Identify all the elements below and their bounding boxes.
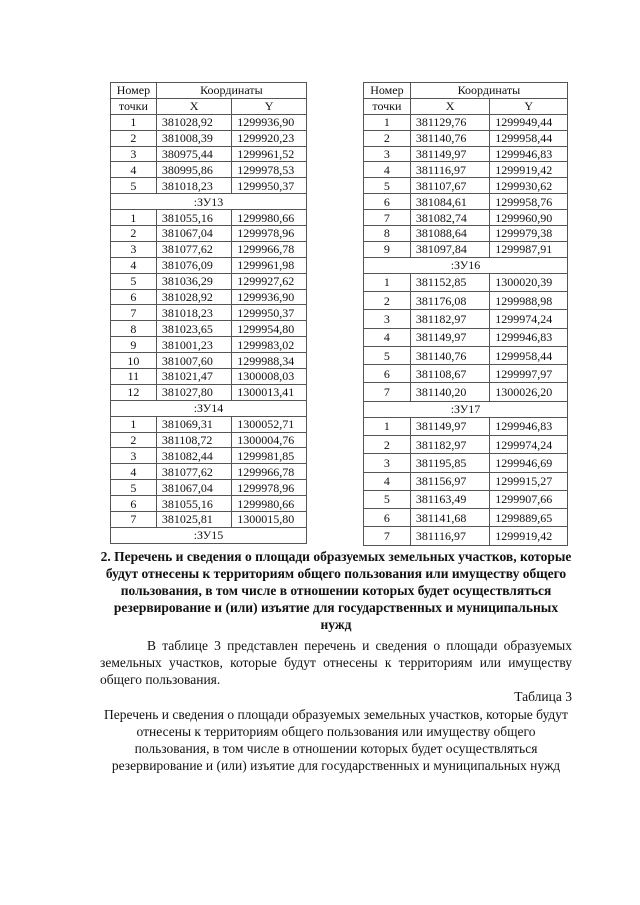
- y-coordinate: 1299915,27: [490, 472, 568, 490]
- table-row: [111, 496, 307, 512]
- x-coordinate: 381028,92: [156, 289, 231, 305]
- table-row: [364, 162, 568, 178]
- y-coordinate: 1299961,52: [232, 146, 307, 162]
- y-coordinate: 1300015,80: [232, 512, 307, 528]
- table-row: [111, 273, 307, 289]
- y-coordinate: 1299936,90: [232, 114, 307, 130]
- table-row: [111, 337, 307, 353]
- table-row: [364, 490, 568, 508]
- point-number: 4: [111, 464, 157, 480]
- x-coordinate: 381140,76: [410, 130, 489, 146]
- y-coordinate: 1299978,53: [232, 162, 307, 178]
- header-y: Y: [232, 98, 307, 114]
- section-heading: 2. Перечень и сведения о площади образуемых земельных участков, которые будут отнесены к территориям общего пользования или имуществу общего пользования, в том числе в отношении которых будет осуществляться резервирование и (или) изъятие для государственных и муниципальных нужд: [100, 549, 572, 632]
- header-point-line2: точки: [111, 98, 157, 114]
- x-coordinate: 381152,85: [410, 273, 489, 291]
- y-coordinate: 1299980,66: [232, 210, 307, 226]
- section-label: :ЗУ15: [111, 527, 307, 543]
- point-number: 1: [111, 114, 157, 130]
- table-row: [364, 346, 568, 364]
- point-number: 5: [364, 178, 411, 194]
- y-coordinate: 1299961,98: [232, 257, 307, 273]
- x-coordinate: 381088,64: [410, 226, 489, 242]
- x-coordinate: 381116,97: [410, 527, 489, 545]
- table-row: [111, 130, 307, 146]
- point-number: 1: [364, 417, 411, 435]
- point-number: 1: [364, 273, 411, 291]
- point-number: 1: [111, 416, 157, 432]
- table-row: [111, 384, 307, 400]
- y-coordinate: 1299974,24: [490, 435, 568, 453]
- table-row: [364, 435, 568, 453]
- x-coordinate: 381140,20: [410, 383, 489, 401]
- point-number: 7: [364, 527, 411, 545]
- table-row: [364, 472, 568, 490]
- y-coordinate: 1300008,03: [232, 369, 307, 385]
- section-row: [111, 527, 307, 543]
- table-row: [364, 194, 568, 210]
- section-label: :ЗУ14: [111, 400, 307, 416]
- point-number: 5: [111, 480, 157, 496]
- y-coordinate: 1299958,44: [490, 130, 568, 146]
- y-coordinate: 1299979,38: [490, 226, 568, 242]
- x-coordinate: 381028,92: [156, 114, 231, 130]
- y-coordinate: 1299930,62: [490, 178, 568, 194]
- point-number: 12: [111, 384, 157, 400]
- point-number: 2: [111, 130, 157, 146]
- table-row: [364, 454, 568, 472]
- point-number: 5: [364, 346, 411, 364]
- table-row: [111, 226, 307, 242]
- table-row: [111, 480, 307, 496]
- table-row: [364, 146, 568, 162]
- point-number: 3: [111, 241, 157, 257]
- table-row: [111, 448, 307, 464]
- point-number: 2: [111, 226, 157, 242]
- point-number: 3: [364, 146, 411, 162]
- y-coordinate: 1299974,24: [490, 310, 568, 328]
- table-row: [364, 509, 568, 527]
- point-number: 4: [364, 472, 411, 490]
- header-x: X: [156, 98, 231, 114]
- table-row: [111, 289, 307, 305]
- point-number: 8: [364, 226, 411, 242]
- table-row: [364, 365, 568, 383]
- x-coordinate: 381149,97: [410, 146, 489, 162]
- table-row: [364, 130, 568, 146]
- header-x: X: [410, 98, 489, 114]
- x-coordinate: 381176,08: [410, 291, 489, 309]
- point-number: 1: [364, 114, 411, 130]
- y-coordinate: 1299927,62: [232, 273, 307, 289]
- point-number: 5: [111, 178, 157, 194]
- section-label: :ЗУ13: [111, 194, 307, 210]
- x-coordinate: 381023,65: [156, 321, 231, 337]
- point-number: 3: [111, 448, 157, 464]
- point-number: 7: [364, 383, 411, 401]
- y-coordinate: 1299946,83: [490, 417, 568, 435]
- x-coordinate: 380975,44: [156, 146, 231, 162]
- x-coordinate: 381107,67: [410, 178, 489, 194]
- y-coordinate: 1299966,78: [232, 464, 307, 480]
- x-coordinate: 381149,97: [410, 417, 489, 435]
- y-coordinate: 1299954,80: [232, 321, 307, 337]
- y-coordinate: 1300020,39: [490, 273, 568, 291]
- y-coordinate: 1299907,66: [490, 490, 568, 508]
- x-coordinate: 381055,16: [156, 496, 231, 512]
- table-row: [111, 321, 307, 337]
- header-point-line2: точки: [364, 98, 411, 114]
- table-row: [364, 178, 568, 194]
- table-title: Перечень и сведения о площади образуемых земельных участков, которые будут отнесены к территориям общего пользования или имуществу общего пользования, в том числе в отношении которых будет осуществляться резервирование и (или) изъятие для государственных и муниципальных нужд: [104, 707, 568, 773]
- y-coordinate: 1299950,37: [232, 305, 307, 321]
- table-row: [111, 114, 307, 130]
- x-coordinate: 381077,62: [156, 464, 231, 480]
- table-body-right: [364, 114, 568, 545]
- x-coordinate: 381018,23: [156, 178, 231, 194]
- x-coordinate: 381108,72: [156, 432, 231, 448]
- x-coordinate: 381129,76: [410, 114, 489, 130]
- y-coordinate: 1299946,83: [490, 146, 568, 162]
- table-row: [111, 178, 307, 194]
- point-number: 4: [111, 162, 157, 178]
- point-number: 2: [364, 435, 411, 453]
- point-number: 6: [364, 365, 411, 383]
- x-coordinate: 380995,86: [156, 162, 231, 178]
- point-number: 4: [364, 328, 411, 346]
- y-coordinate: 1299949,44: [490, 114, 568, 130]
- point-number: 6: [364, 194, 411, 210]
- point-number: 10: [111, 353, 157, 369]
- point-number: 6: [111, 496, 157, 512]
- table-body-left: [111, 114, 307, 543]
- coordinates-table-right: [363, 82, 568, 546]
- point-number: 4: [364, 162, 411, 178]
- x-coordinate: 381036,29: [156, 273, 231, 289]
- point-number: 5: [111, 273, 157, 289]
- y-coordinate: 1299920,23: [232, 130, 307, 146]
- table-row: [364, 383, 568, 401]
- x-coordinate: 381097,84: [410, 241, 489, 257]
- point-number: 6: [364, 509, 411, 527]
- x-coordinate: 381108,67: [410, 365, 489, 383]
- x-coordinate: 381149,97: [410, 328, 489, 346]
- point-number: 3: [364, 310, 411, 328]
- table-row: [111, 305, 307, 321]
- y-coordinate: 1299960,90: [490, 210, 568, 226]
- header-point-line1: Номер: [111, 83, 157, 99]
- point-number: 5: [364, 490, 411, 508]
- point-number: 3: [364, 454, 411, 472]
- header-coordinates: Координаты: [156, 83, 306, 99]
- table-row: [364, 273, 568, 291]
- table-row: [364, 417, 568, 435]
- x-coordinate: 381195,85: [410, 454, 489, 472]
- y-coordinate: 1299988,98: [490, 291, 568, 309]
- point-number: 7: [364, 210, 411, 226]
- point-number: 4: [111, 257, 157, 273]
- section-row: [111, 194, 307, 210]
- y-coordinate: 1299988,34: [232, 353, 307, 369]
- coordinates-table-left: [110, 82, 307, 544]
- table-row: [111, 512, 307, 528]
- y-coordinate: 1299983,02: [232, 337, 307, 353]
- y-coordinate: 1299919,42: [490, 162, 568, 178]
- x-coordinate: 381055,16: [156, 210, 231, 226]
- section-label: :ЗУ16: [364, 257, 568, 273]
- y-coordinate: 1299958,44: [490, 346, 568, 364]
- y-coordinate: 1299987,91: [490, 241, 568, 257]
- header-point-line1: Номер: [364, 83, 411, 99]
- table-row: [111, 432, 307, 448]
- y-coordinate: 1300052,71: [232, 416, 307, 432]
- table-row: [111, 353, 307, 369]
- x-coordinate: 381182,97: [410, 310, 489, 328]
- x-coordinate: 381116,97: [410, 162, 489, 178]
- x-coordinate: 381069,31: [156, 416, 231, 432]
- table-row: [364, 210, 568, 226]
- table-row: [111, 241, 307, 257]
- x-coordinate: 381025,81: [156, 512, 231, 528]
- point-number: 6: [111, 289, 157, 305]
- table-row: [111, 146, 307, 162]
- x-coordinate: 381027,80: [156, 384, 231, 400]
- table-row: [364, 291, 568, 309]
- table-row: [364, 527, 568, 545]
- table-row: [111, 210, 307, 226]
- x-coordinate: 381163,49: [410, 490, 489, 508]
- y-coordinate: 1299946,83: [490, 328, 568, 346]
- x-coordinate: 381082,44: [156, 448, 231, 464]
- y-coordinate: 1299997,97: [490, 365, 568, 383]
- x-coordinate: 381076,09: [156, 257, 231, 273]
- y-coordinate: 1299958,76: [490, 194, 568, 210]
- point-number: 2: [111, 432, 157, 448]
- point-number: 1: [111, 210, 157, 226]
- point-number: 2: [364, 291, 411, 309]
- x-coordinate: 381077,62: [156, 241, 231, 257]
- point-number: 8: [111, 321, 157, 337]
- header-y: Y: [490, 98, 568, 114]
- x-coordinate: 381140,76: [410, 346, 489, 364]
- table-row: [364, 310, 568, 328]
- x-coordinate: 381018,23: [156, 305, 231, 321]
- section-row: [111, 400, 307, 416]
- x-coordinate: 381007,60: [156, 353, 231, 369]
- header-coordinates: Координаты: [410, 83, 567, 99]
- section-label: :ЗУ17: [364, 401, 568, 417]
- y-coordinate: 1300026,20: [490, 383, 568, 401]
- table-row: [111, 162, 307, 178]
- y-coordinate: 1299936,90: [232, 289, 307, 305]
- x-coordinate: 381067,04: [156, 480, 231, 496]
- x-coordinate: 381141,68: [410, 509, 489, 527]
- y-coordinate: 1299946,69: [490, 454, 568, 472]
- point-number: 3: [111, 146, 157, 162]
- x-coordinate: 381008,39: [156, 130, 231, 146]
- y-coordinate: 1300013,41: [232, 384, 307, 400]
- x-coordinate: 381156,97: [410, 472, 489, 490]
- y-coordinate: 1299919,42: [490, 527, 568, 545]
- point-number: 7: [111, 305, 157, 321]
- point-number: 7: [111, 512, 157, 528]
- point-number: 11: [111, 369, 157, 385]
- x-coordinate: 381182,97: [410, 435, 489, 453]
- y-coordinate: 1299980,66: [232, 496, 307, 512]
- table-row: [364, 328, 568, 346]
- x-coordinate: 381067,04: [156, 226, 231, 242]
- point-number: 9: [111, 337, 157, 353]
- table-row: [364, 114, 568, 130]
- section-row: [364, 257, 568, 273]
- intro-paragraph: В таблице 3 представлен перечень и сведения о площади образуемых земельных участков, которые будут отнесены к территориям или имуществу общего пользования.: [100, 638, 572, 687]
- y-coordinate: 1299978,96: [232, 480, 307, 496]
- y-coordinate: 1299978,96: [232, 226, 307, 242]
- table-row: [111, 257, 307, 273]
- x-coordinate: 381082,74: [410, 210, 489, 226]
- table-row: [111, 416, 307, 432]
- section-row: [364, 401, 568, 417]
- y-coordinate: 1299950,37: [232, 178, 307, 194]
- y-coordinate: 1300004,76: [232, 432, 307, 448]
- table-row: [364, 226, 568, 242]
- x-coordinate: 381021,47: [156, 369, 231, 385]
- table-row: [111, 369, 307, 385]
- x-coordinate: 381001,23: [156, 337, 231, 353]
- y-coordinate: 1299966,78: [232, 241, 307, 257]
- point-number: 2: [364, 130, 411, 146]
- table-row: [111, 464, 307, 480]
- table-row: [364, 241, 568, 257]
- y-coordinate: 1299981,85: [232, 448, 307, 464]
- x-coordinate: 381084,61: [410, 194, 489, 210]
- y-coordinate: 1299889,65: [490, 509, 568, 527]
- point-number: 9: [364, 241, 411, 257]
- table-caption-label: Таблица 3: [514, 689, 572, 704]
